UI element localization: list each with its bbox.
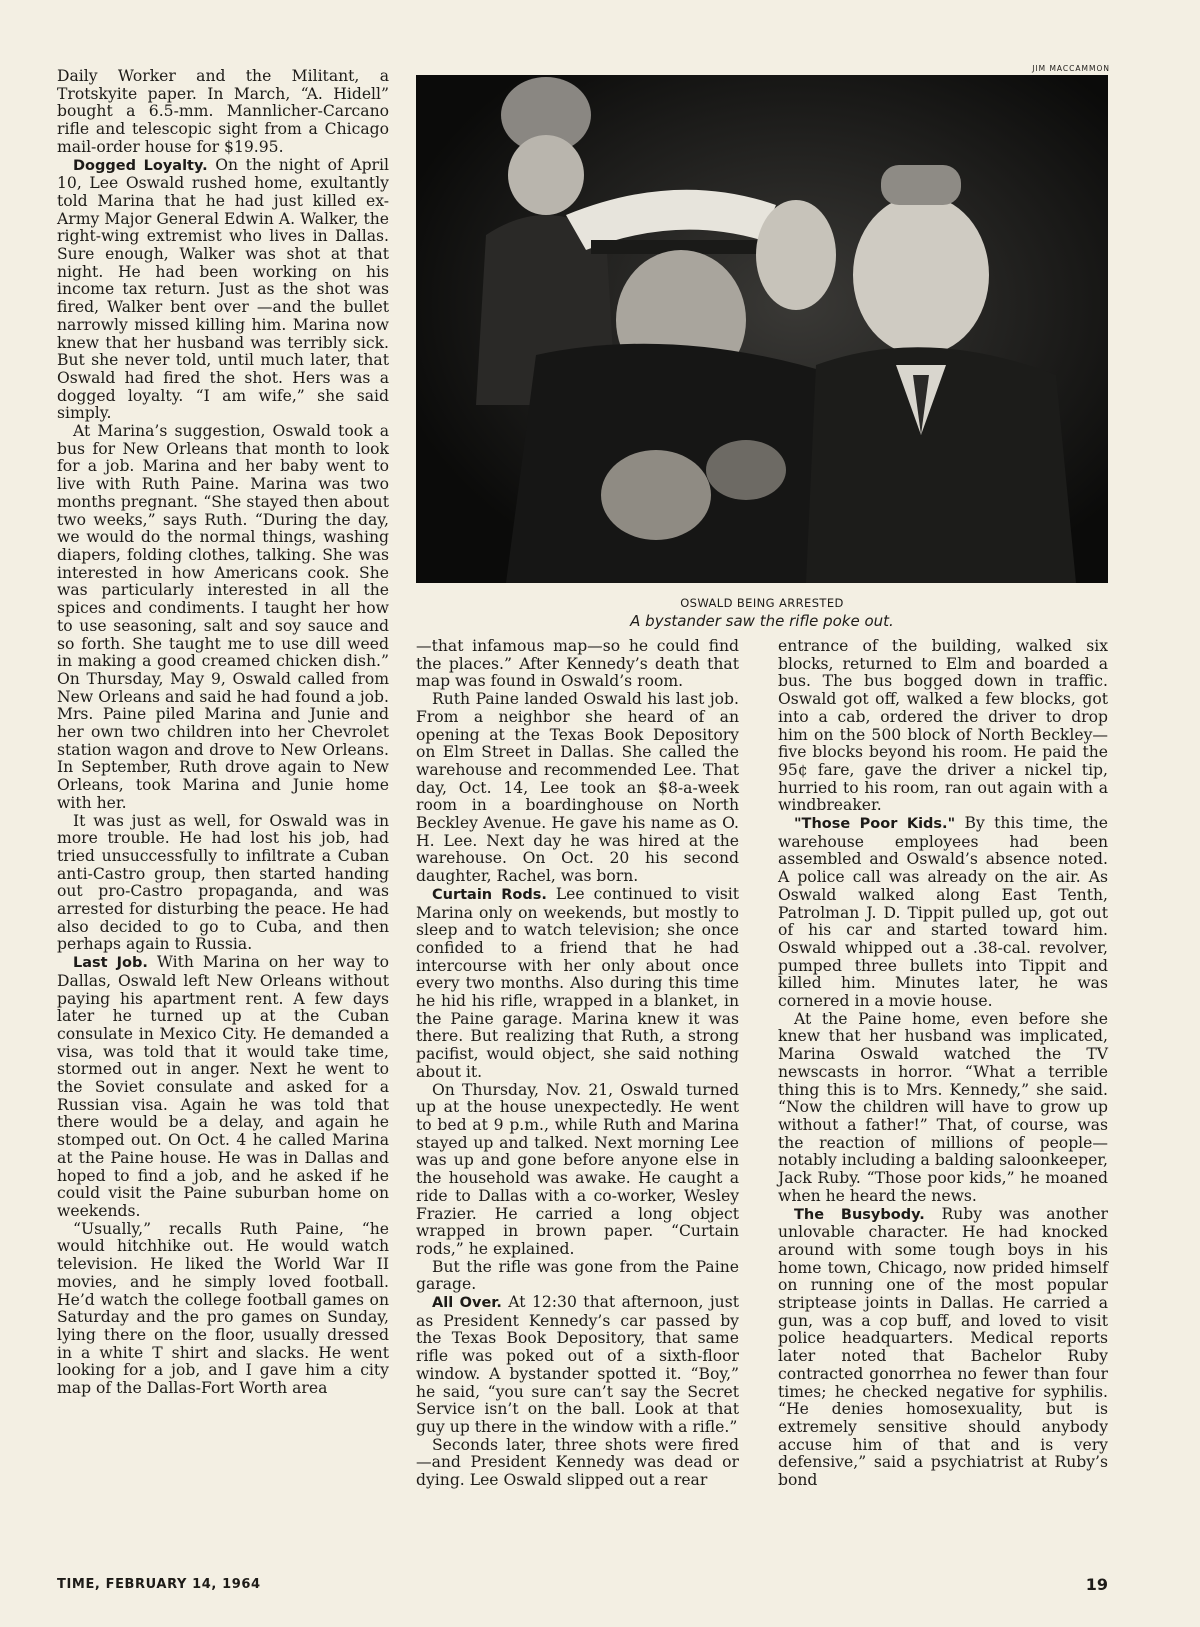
subhead: "Those Poor Kids." [794,816,956,833]
paragraph: Ruth Paine landed Oswald his last job. From a neighbor she heard of an opening at the Texas Book Depository on Elm Street in Dallas. She called the warehouse and recommended Lee. That day, Oct. 14, Lee took an $8-a-week room in a boardinghouse on North Beckley Avenue. He gave his name as O. H. Lee. Next day he was hired at the warehouse. On Oct. 20 his second daughter, Rachel, was born. [416,690,739,886]
paragraph: On Thursday, Nov. 21, Oswald turned up at the house unexpectedly. He went to bed at 9 p.m., while Ruth and Marina stayed up and talked. Next morning Lee was up and gone before anyone else in the household was awake. He caught a ride to Dallas with a co-worker, Wesley Frazier. He carried a long object wrapped in brown paper. “Curtain rods,” he explained. [416,1080,739,1258]
subhead: Curtain Rods. [432,886,547,903]
paragraph [416,1294,739,1437]
paragraph [416,886,739,1082]
page-number: 19 [1085,1575,1108,1594]
article-column-1 [57,68,389,1398]
article-column-2 [416,638,739,1490]
paragraph: Seconds later, three shots were fired —and President Kennedy was dead or dying. Lee Oswald slipped out a rear [416,1435,739,1490]
paragraph: —that infamous map—so he could find the places.” After Kennedy’s death that map was found in Oswald’s room. [416,637,739,691]
paragraph [57,157,389,424]
paragraph-text: Ruby was another unlovable character. He had knocked around with some tough boys in his home town, Chicago, now prided himself on running one of the most popular striptease joints in Dallas. He carried a gun, was a cop buff, and loved to visit police headquarters. Medical reports later noted that Bachelor Ruby contracted gonorrhea no fewer than four times; he checked negative for syphilis. “He denies homosexuality, but is extremely sensitive should anybody accuse him of that and is very defensive,” said a psychiatrist at Ruby’s bond [778,1204,1109,1490]
paragraph: It was just as well, for Oswald was in more trouble. He had lost his job, had tried unsuccessfully to infiltrate a Cuban anti-Castro group, then started handing out pro-Castro propaganda, and was arrested for disturbing the peace. He had also decided to go to Cuba, and then perhaps again to Russia. [57,811,389,954]
paragraph-text: By this time, the warehouse employees had been assembled and Oswald’s absence noted. A police call was already on the air. As Oswald walked along East Tenth, Patrolman J. D. Tippit pulled up, got out of his car and started toward him. Oswald whipped out a .38-cal. revolver, pumped three bullets into Tippit and killed him. Minutes later, he was cornered in a movie house. [778,814,1108,1011]
subhead: Last Job. [73,955,148,972]
photo-illustration [416,75,1108,583]
paragraph-text: On the night of April 10, Lee Oswald rushed home, exultantly told Marina that he had just killed ex-Army Major General Edwin A. Walker, the right-wing extremist who lives in Dallas. Sure enough, Walker was shot at that night. He had been working on his income tax return. Just as the shot was fired, Walker bent over —and the bullet narrowly missed killing him. Marina now knew that her husband was terribly sick. But she never told, until much later, that Oswald had fired the shot. Hers was a dogged loyalty. “I am wife,” she said simply. [57,155,389,423]
paragraph: At the Paine home, even before she knew that her husband was implicated, Marina Oswald watched the TV newscasts in horror. “What a terrible thing this is to Mrs. Kennedy,” she said. “Now the children will have to grow up without a father!” That, of course, was the reaction of millions of people—notably including a balding saloonkeeper, Jack Ruby. “Those poor kids,” he moaned when he heard the news. [778,1009,1108,1205]
subhead: All Over. [432,1295,502,1312]
subhead: The Busybody. [794,1206,925,1223]
paragraph-text: Lee continued to visit Marina only on weekends, but mostly to sleep and to watch television; she once confided to a friend that he had intercourse with her only about once every two months. Also during this time he hid his rifle, wrapped in a blanket, in the Paine garage. Marina knew it was there. But realizing that Ruth, a strong pacifist, would object, she said nothing about it. [416,884,739,1081]
photo-credit: JIM MACCAMMON [1032,64,1110,73]
paragraph-text: With Marina on her way to Dallas, Oswald left New Orleans without paying his apartment rent. A few days later he turned up at the Cuban consulate in Mexico City. He demanded a visa, was told that it would take time, stormed out in anger. Next he went to the Soviet consulate and asked for a Russian visa. Again he was told that there would be a delay, and again he stomped out. On Oct. 4 he called Marina at the Paine house. He was in Dallas and hoped to find a job, and he asked if he could visit the Paine suburban home on weekends. [57,953,389,1220]
article-column-3 [778,638,1108,1490]
photo-caption: A bystander saw the rifle poke out. [630,612,894,630]
paragraph: entrance of the building, walked six blocks, returned to Elm and boarded a bus. The bus bogged down in traffic. Oswald got off, walked a few blocks, got into a cab, ordered the driver to drop him on the 500 block of North Beckley—five blocks beyond his room. He paid the 95¢ fare, gave the driver a nickel tip, hurried to his room, ran out again with a windbreaker. [778,637,1108,815]
paragraph: “Usually,” recalls Ruth Paine, “he would hitchhike out. He would watch television. He liked the World War II movies, and he simply loved football. He’d watch the college football games on Saturday and the pro games on Sunday, lying there on the floor, usually dressed in a white T shirt and slacks. He went looking for a job, and I gave him a city map of the Dallas-Fort Worth area [57,1219,389,1398]
publication-footer: TIME, FEBRUARY 14, 1964 [57,1577,261,1592]
paragraph [778,815,1108,1011]
paragraph: But the rifle was gone from the Paine garage. [416,1257,739,1294]
paragraph: Daily Worker and the Militant, a Trotskyite paper. In March, “A. Hidell” bought a 6.5-mm. Mannlicher-Carcano rifle and telescopic sight from a Chicago mail-order house for $19.95. [57,67,389,156]
subhead: Dogged Loyalty. [73,157,208,174]
paragraph [57,954,389,1221]
arrest-photo [416,75,1108,583]
paragraph [778,1206,1108,1490]
paragraph: At Marina’s suggestion, Oswald took a bus for New Orleans that month to look for a job. Marina and her baby went to live with Ruth Paine. Marina was two months pregnant. “She stayed then about two weeks,” says Ruth. “During the day, we would do the normal things, washing diapers, folding clothes, talking. She was interested in how Americans cook. She was particularly interested in all the spices and condiments. I taught her how to use seasoning, salt and soy sauce and so forth. She taught me to use dill weed in making a good creamed chicken dish.” On Thursday, May 9, Oswald called from New Orleans and said he had found a job. Mrs. Paine piled Marina and Junie and her own two children into her Chevrolet station wagon and drove to New Orleans. In September, Ruth drove again to New Orleans, took Marina and Junie home with her. [57,422,389,812]
paragraph-text: At 12:30 that afternoon, just as President Kennedy’s car passed by the Texas Book Depository, that same rifle was poked out of a sixth-floor window. A bystander spotted it. “Boy,” he said, “you sure can’t say the Secret Service isn’t on the ball. Look at that guy up there in the window with a rifle.” [416,1293,739,1436]
photo-caption-title: OSWALD BEING ARRESTED [680,596,844,610]
